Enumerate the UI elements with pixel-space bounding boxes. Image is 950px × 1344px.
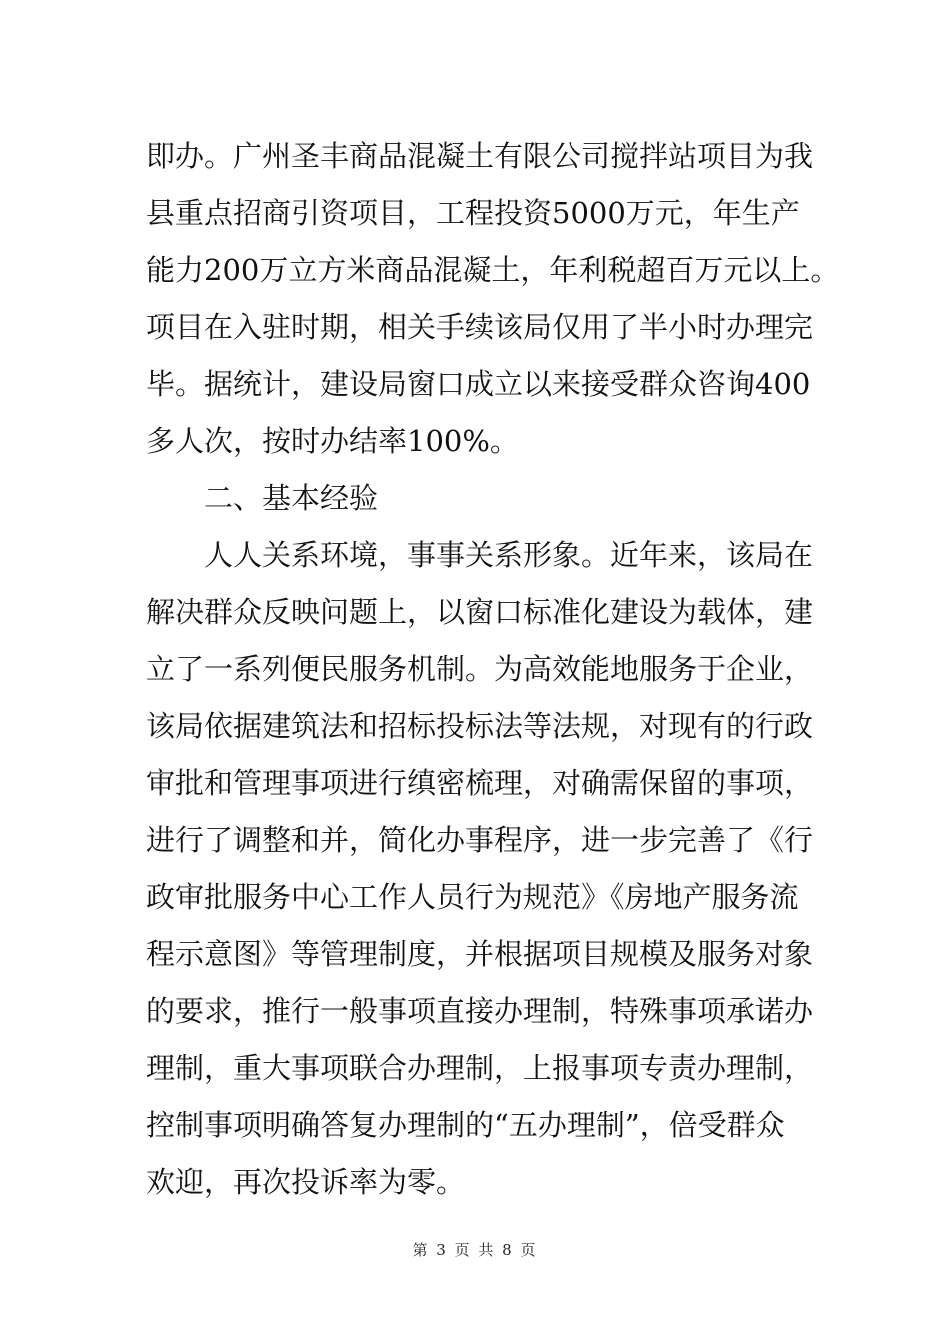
- text-line-11: 该局依据建筑法和招标投标法等法规，对现有的行政: [146, 709, 814, 743]
- text-line-16: 的要求，推行一般事项直接办理制，特殊事项承诺办: [146, 994, 814, 1028]
- page-number-footer: 第 3 页 共 8 页: [412, 1241, 538, 1259]
- text-line-1: 即办。广州圣丰商品混凝土有限公司搅拌站项目为我: [146, 139, 814, 173]
- text-line-12: 审批和管理事项进行缜密梳理，对确需保留的事项，: [146, 766, 814, 800]
- text-line-9: 解决群众反映问题上，以窗口标准化建设为载体，建: [146, 595, 814, 629]
- text-line-19: 欢迎，再次投诉率为零。: [146, 1165, 466, 1199]
- text-line-17: 理制，重大事项联合办理制，上报事项专责办理制，: [146, 1051, 814, 1085]
- text-line-13: 进行了调整和并，简化办事程序，进一步完善了《行: [146, 823, 814, 857]
- document-body: [146, 128, 840, 1211]
- text-line-2: 县重点招商引资项目，工程投资5000万元，年生产: [146, 196, 800, 230]
- text-line-18: 控制事项明确答复办理制的“五办理制”，倍受群众: [146, 1108, 785, 1142]
- text-line-3: 能力200万立方米商品混凝土，年利税超百万元以上。: [146, 253, 840, 287]
- text-line-5: 毕。据统计，建设局窗口成立以来接受群众咨询400: [146, 367, 811, 401]
- text-line-6: 多人次，按时办结率100%。: [146, 424, 519, 458]
- text-line-8: 人人关系环境，事事关系形象。近年来，该局在: [204, 538, 814, 572]
- text-line-15: 程示意图》等管理制度，并根据项目规模及服务对象: [146, 937, 814, 971]
- text-line-14: 政审批服务中心工作人员行为规范》《房地产服务流: [146, 880, 799, 914]
- text-line-10: 立了一系列便民服务机制。为高效能地服务于企业，: [146, 652, 814, 686]
- section-heading: 二、基本经验: [204, 481, 379, 515]
- text-line-4: 项目在入驻时期，相关手续该局仅用了半小时办理完: [146, 310, 814, 344]
